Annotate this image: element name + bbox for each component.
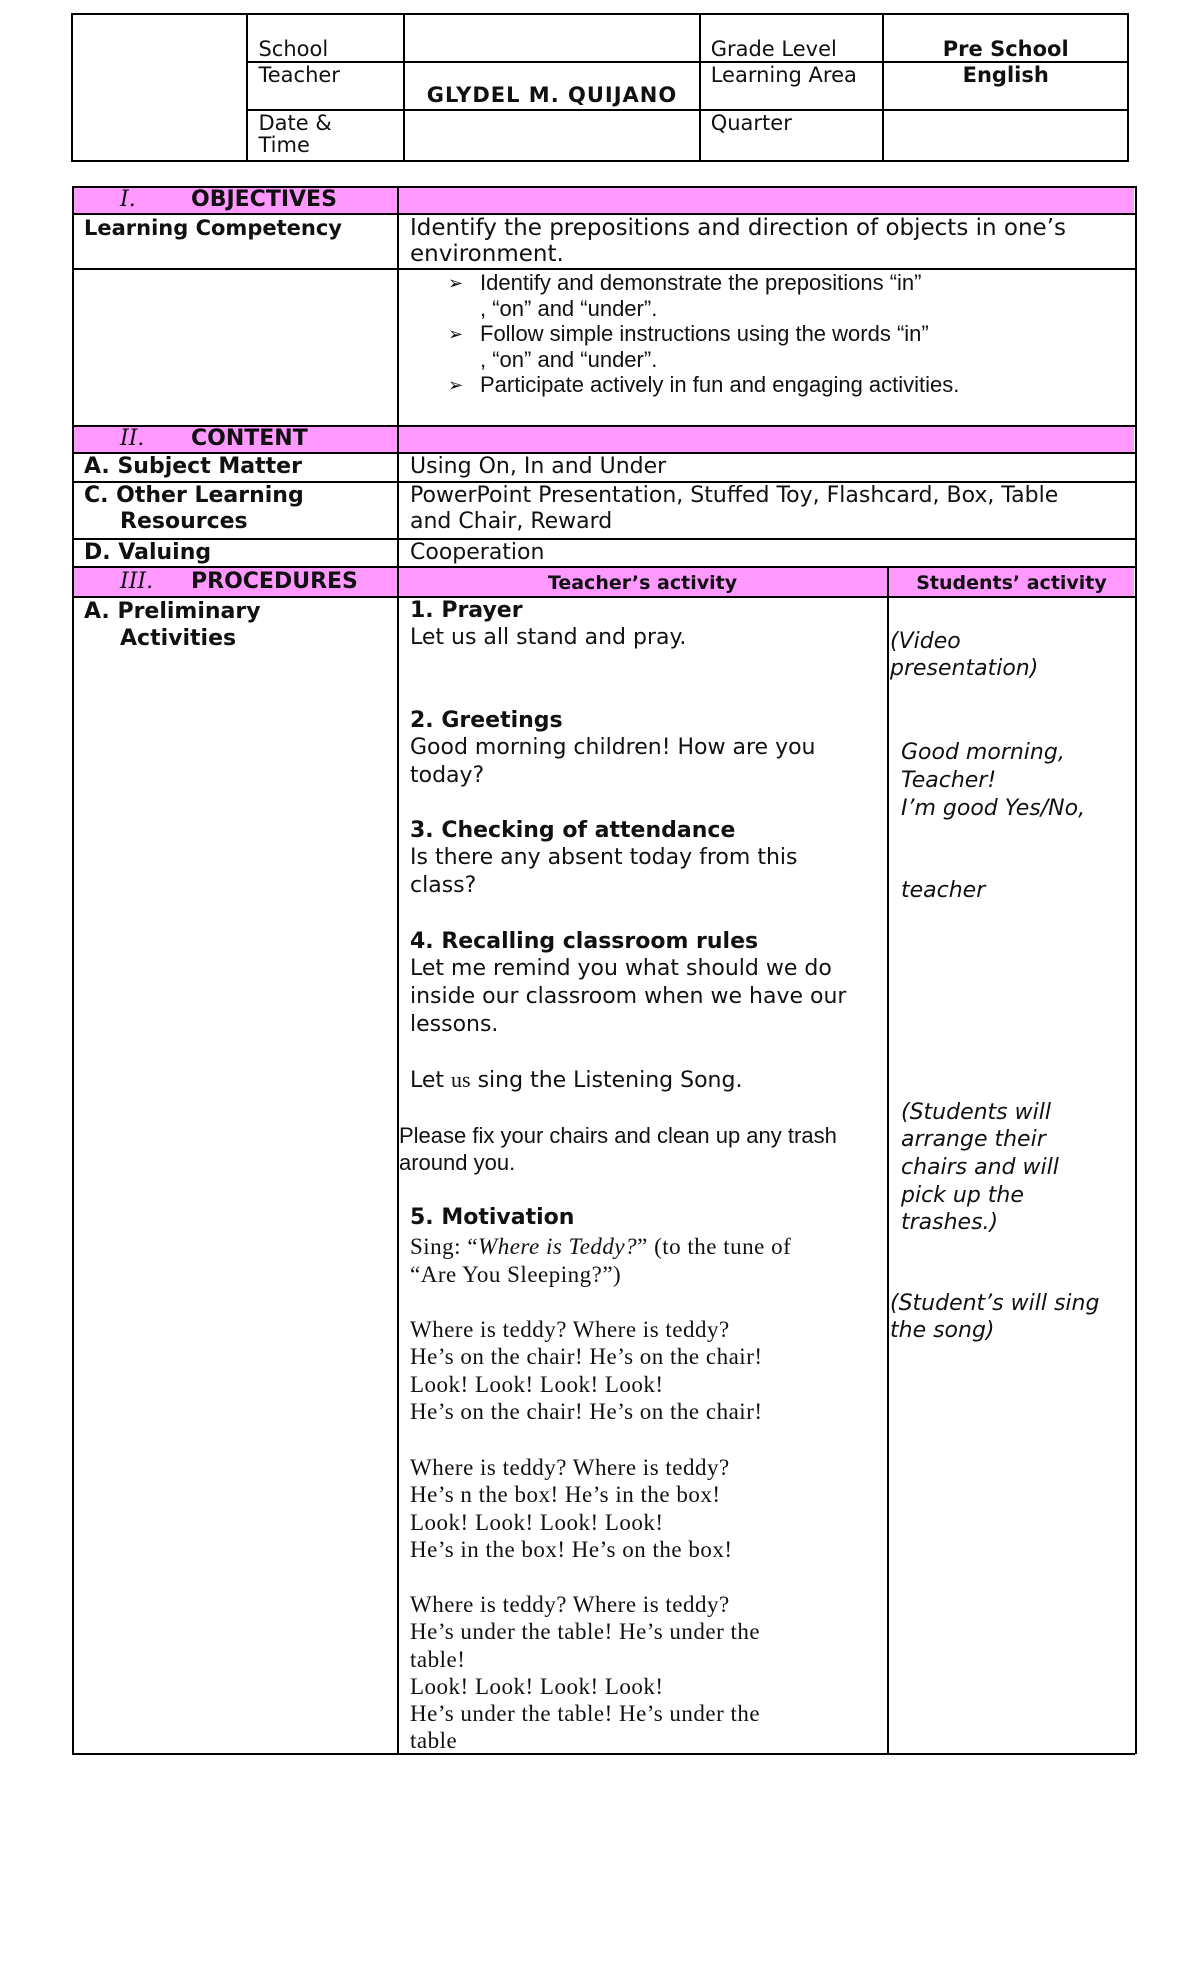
- bullet-arrow-icon: ➢: [448, 375, 464, 396]
- song-us: us: [451, 1067, 471, 1092]
- motiv-title: 5. Motivation: [410, 1205, 575, 1230]
- lyric-line: Where is teddy? Where is teddy?: [410, 1455, 730, 1480]
- prayer-text: Let us all stand and pray.: [410, 625, 687, 650]
- area-label: Learning Area: [700, 62, 884, 110]
- lyric-line: Where is teddy? Where is teddy?: [410, 1592, 730, 1617]
- rule: [887, 566, 889, 1754]
- bullet-arrow-icon: ➢: [448, 324, 464, 345]
- lyric-line: Where is teddy? Where is teddy?: [410, 1317, 730, 1342]
- lyric-line: Look! Look! Look! Look!: [410, 1510, 664, 1535]
- student-sing-1: (Student’s will sing: [890, 1291, 1100, 1316]
- sing-intro-1c: ” (to the tune of: [637, 1234, 792, 1259]
- valuing-label: D. Valuing: [84, 540, 212, 565]
- student-arr-1: (Students will: [901, 1100, 1051, 1125]
- song-post: sing the Listening Song.: [470, 1068, 743, 1093]
- greet-text-2: today?: [410, 763, 485, 788]
- rules-text-2: inside our classroom when we have our: [410, 984, 847, 1009]
- objective-bullet-2b: , “on” and “under”.: [480, 347, 658, 372]
- lyric-line: He’s in the box! He’s on the box!: [410, 1537, 733, 1562]
- resources-value-1: PowerPoint Presentation, Stuffed Toy, Flashcard, Box, Table: [410, 483, 1059, 508]
- rule: [72, 566, 1135, 568]
- student-activity-header: Students’ activity: [916, 572, 1107, 594]
- grade-value: Pre School: [883, 14, 1128, 62]
- student-gm-2: Teacher!: [901, 768, 997, 793]
- school-value: [404, 14, 699, 62]
- student-arr-4: pick up the: [901, 1183, 1024, 1208]
- sing-intro-1b: Where is Teddy?: [478, 1234, 638, 1259]
- student-video-1: (Video: [890, 629, 961, 654]
- quarter-value: [883, 110, 1128, 161]
- datetime-label-line2: Time: [258, 132, 310, 157]
- lyric-line: Look! Look! Look! Look!: [410, 1372, 664, 1397]
- rule: [72, 186, 74, 1754]
- teacher-label: Teacher: [247, 62, 404, 110]
- quarter-label: Quarter: [700, 110, 884, 161]
- resources-value-2: and Chair, Reward: [410, 509, 613, 534]
- sing-intro-1a: Sing: “: [410, 1234, 479, 1259]
- fix-line-1: Please fix your chairs and clean up any trash: [399, 1123, 837, 1148]
- student-arr-5: trashes.): [901, 1210, 999, 1235]
- objective-bullet-1a: Identify and demonstrate the prepositions “in”: [480, 270, 922, 295]
- resources-label-2: Resources: [120, 509, 248, 534]
- student-teacher: teacher: [901, 878, 986, 903]
- attend-title: 3. Checking of attendance: [410, 818, 736, 843]
- rule: [72, 1753, 1135, 1755]
- competency-line2: environment.: [410, 241, 564, 267]
- lyric-line: Look! Look! Look! Look!: [410, 1674, 664, 1699]
- teacher-value: GLYDEL M. QUIJANO: [404, 62, 699, 110]
- valuing-value: Cooperation: [410, 540, 545, 565]
- datetime-value: [404, 110, 699, 161]
- student-arr-3: chairs and will: [901, 1155, 1059, 1180]
- datetime-label-line1: Date &: [258, 110, 332, 135]
- lyric-line: He’s on the chair! He’s on the chair!: [410, 1399, 763, 1424]
- bullet-arrow-icon: ➢: [448, 273, 464, 294]
- objective-bullet-1b: , “on” and “under”.: [480, 296, 658, 321]
- rules-text-1: Let me remind you what should we do: [410, 956, 832, 981]
- lyric-line: He’s n the box! He’s in the box!: [410, 1482, 721, 1507]
- lyric-line: He’s under the table! He’s under the: [410, 1619, 761, 1644]
- header-table: [71, 13, 1129, 162]
- student-sing-2: the song): [890, 1318, 995, 1343]
- rules-text-3: lessons.: [410, 1012, 499, 1037]
- sing-intro-2: “Are You Sleeping?”): [410, 1262, 622, 1287]
- prelim-label-2: Activities: [120, 626, 237, 651]
- student-gm-1: Good morning,: [901, 740, 1065, 765]
- prayer-title: 1. Prayer: [410, 598, 523, 623]
- objective-bullet-2a: Follow simple instructions using the words “in”: [480, 321, 929, 346]
- grade-label: Grade Level: [700, 14, 884, 62]
- datetime-label: [247, 110, 404, 161]
- greet-title: 2. Greetings: [410, 708, 563, 733]
- rules-title: 4. Recalling classroom rules: [410, 929, 759, 954]
- teacher-activity-header: Teacher’s activity: [547, 572, 738, 594]
- attend-text-2: class?: [410, 873, 477, 898]
- resources-label-1: C. Other Learning: [84, 483, 304, 508]
- rule: [72, 538, 1135, 540]
- song-pre: Let: [410, 1068, 452, 1093]
- lyric-line: table!: [410, 1647, 466, 1672]
- rule: [72, 596, 1135, 598]
- subject-value: Using On, In and Under: [410, 454, 667, 479]
- greet-text-1: Good morning children! How are you: [410, 735, 816, 760]
- school-label: School: [247, 14, 404, 62]
- rule: [397, 186, 399, 1754]
- procedures-num: III.: [120, 569, 154, 594]
- procedures-title: PROCEDURES: [191, 569, 358, 594]
- sing-intro-1: [410, 1234, 791, 1260]
- song-line: [410, 1067, 742, 1093]
- student-arr-2: arrange their: [901, 1127, 1046, 1152]
- fix-line-2: around you.: [399, 1150, 516, 1175]
- area-value: English: [883, 62, 1128, 110]
- lyric-line: He’s on the chair! He’s on the chair!: [410, 1344, 763, 1369]
- lyric-line: He’s under the table! He’s under the: [410, 1701, 761, 1726]
- competency-label: Learning Competency: [84, 216, 342, 240]
- objective-bullet-3a: Participate actively in fun and engaging activities.: [480, 372, 960, 397]
- competency-line1: Identify the prepositions and direction of objects in one’s: [410, 215, 1066, 241]
- content-num: II.: [120, 426, 145, 451]
- objectives-num: I.: [120, 187, 136, 212]
- subject-label: A. Subject Matter: [84, 454, 302, 479]
- attend-text-1: Is there any absent today from this: [410, 845, 798, 870]
- logo-cell: [72, 14, 247, 161]
- lyric-line: table: [410, 1728, 458, 1753]
- prelim-label-1: A. Preliminary: [84, 599, 261, 624]
- rule: [1135, 186, 1137, 1754]
- objectives-title: OBJECTIVES: [191, 187, 337, 212]
- content-title: CONTENT: [191, 426, 308, 451]
- student-video-2: presentation): [890, 656, 1039, 681]
- student-gm-3: I’m good Yes/No,: [901, 796, 1086, 821]
